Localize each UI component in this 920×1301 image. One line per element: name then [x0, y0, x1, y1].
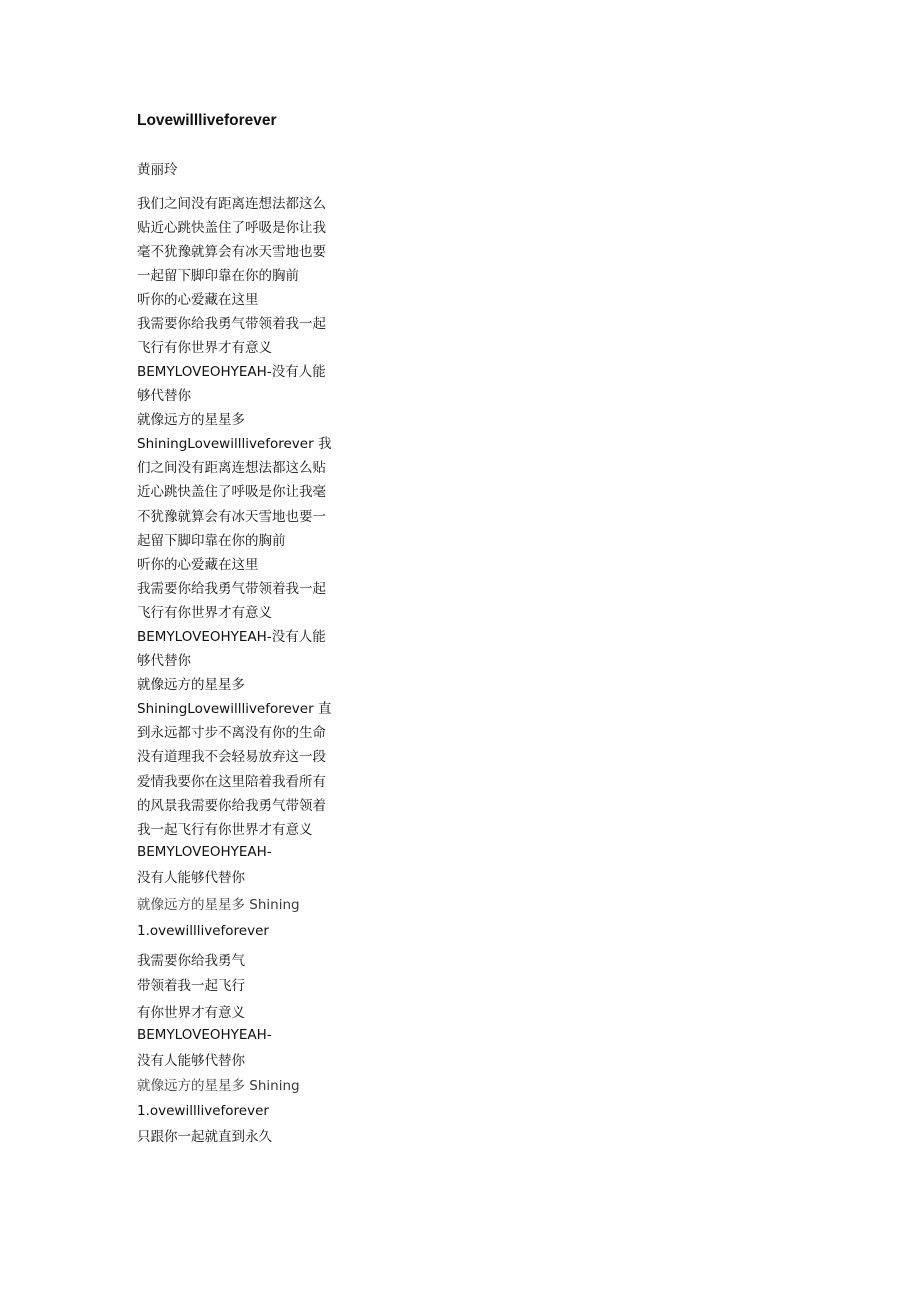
- artist-name: 黄丽玲: [137, 162, 178, 178]
- lyric-line: 带领着我一起飞行: [137, 978, 245, 994]
- lyric-line: 够代替你: [137, 388, 191, 404]
- lyric-line: 我们之间没有距离连想法都这么: [137, 196, 326, 212]
- lyric-line: 贴近心跳快盖住了呼吸是你让我: [137, 220, 326, 236]
- lyric-line: 的风景我需要你给我勇气带领着: [137, 798, 326, 814]
- song-title: Lovewillliveforever: [137, 112, 277, 129]
- lyric-line: BEMYLOVEOHYEAH-: [137, 844, 272, 860]
- lyric-line: 1.ovewillliveforever: [137, 1103, 269, 1119]
- lyric-line: 没有人能够代替你: [137, 870, 245, 886]
- lyric-line: 们之间没有距离连想法都这么贴: [137, 460, 326, 476]
- lyric-line: 飞行有你世界才有意义: [137, 340, 272, 356]
- lyric-line: 就像远方的星星多: [137, 412, 245, 428]
- lyric-line: 就像远方的星星多: [137, 677, 245, 693]
- lyric-line: 不犹豫就算会有冰天雪地也要一: [137, 509, 326, 525]
- lyric-line: 就像远方的星星多 Shining: [137, 897, 300, 913]
- lyric-line: 没有道理我不会轻易放弃这一段: [137, 749, 326, 765]
- lyric-line: BEMYLOVEOHYEAH-没有人能: [137, 629, 326, 645]
- lyric-line: 近心跳快盖住了呼吸是你让我毫: [137, 484, 326, 500]
- lyric-line: 没有人能够代替你: [137, 1053, 245, 1069]
- lyric-line: 听你的心爱藏在这里: [137, 557, 259, 573]
- lyric-line: ShiningLovewillliveforever 直: [137, 701, 332, 717]
- lyrics-block: [137, 0, 377, 1301]
- lyric-line: 有你世界才有意义: [137, 1005, 245, 1021]
- lyric-line: 起留下脚印靠在你的胸前: [137, 533, 286, 549]
- lyric-line: ShiningLovewillliveforever 我: [137, 436, 332, 452]
- lyric-line: 我需要你给我勇气带领着我一起: [137, 581, 326, 597]
- lyric-line: 我需要你给我勇气带领着我一起: [137, 316, 326, 332]
- lyric-line: 我一起飞行有你世界才有意义: [137, 822, 313, 838]
- lyric-line: 爱情我要你在这里陪着我看所有: [137, 774, 326, 790]
- lyric-line: 就像远方的星星多 Shining: [137, 1078, 300, 1094]
- lyric-line: 毫不犹豫就算会有冰天雪地也要: [137, 244, 326, 260]
- lyric-line: 我需要你给我勇气: [137, 953, 245, 969]
- lyric-line: 1.ovewillliveforever: [137, 923, 269, 939]
- lyric-line: 飞行有你世界才有意义: [137, 605, 272, 621]
- lyric-line: 够代替你: [137, 653, 191, 669]
- lyric-line: 到永远都寸步不离没有你的生命: [137, 725, 326, 741]
- lyric-line: BEMYLOVEOHYEAH-没有人能: [137, 364, 326, 380]
- lyric-line: 一起留下脚印靠在你的胸前: [137, 268, 299, 284]
- lyric-line: 听你的心爱藏在这里: [137, 292, 259, 308]
- lyric-line: BEMYLOVEOHYEAH-: [137, 1027, 272, 1043]
- lyric-line: 只跟你一起就直到永久: [137, 1129, 272, 1145]
